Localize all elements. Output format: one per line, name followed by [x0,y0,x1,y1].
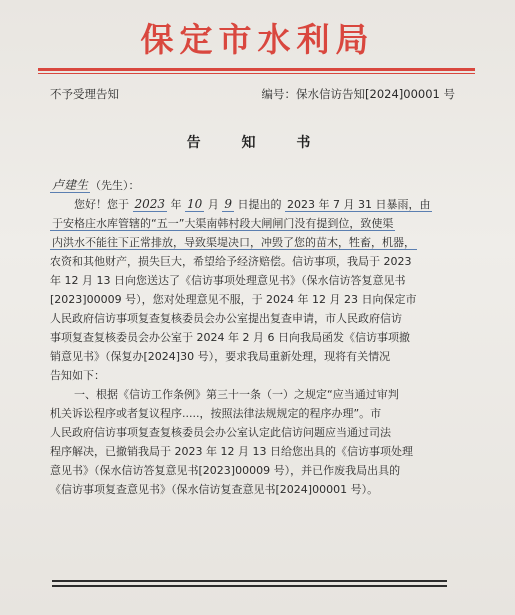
body-text: 日提出的 [233,198,285,211]
body-line: 人民政府信访事项复查复核委员会办公室认定此信访问题应当通过司法 [50,426,391,439]
recipient-suffix: （先生）： [90,179,140,192]
body-line: 人民政府信访事项复查复核委员会办公室提出复查申请，市人民政府信访 [50,312,402,325]
letterhead-red-rule-thick [38,68,475,71]
body-line: 机关诉讼程序或者复议程序.....，按照法律法规规定的程序办理”。市 [50,407,382,420]
body-text: 年 [167,198,186,211]
organization-letterhead: 保定市水利局 [140,20,375,59]
document-type: 不予受理告知 [50,87,119,101]
body-text: 月 [204,198,223,211]
recipient-name: 卢建生 [52,178,89,192]
body-line: 程序解决，已撤销我局于 2023 年 12 月 13 日给您出具的《信访事项处理 [50,445,413,458]
filled-day: 9 [224,197,232,211]
body-line: 《信访事项复查意见书》（保水信访复查意见书[2024]00001 号）。 [50,483,379,496]
body-line: 事项复查复核委员会办公室于 2024 年 2 月 6 日向我局函发《信访事项撤 [50,331,410,344]
body-line: [2023]00009 号），您对处理意见不服，于 2024 年 12 月 23 日向保定市 [50,293,417,306]
body-line: 农资和其他财产，损失巨大，希望给予经济赔偿。信访事项，我局于 2023 [50,255,412,268]
complaint-text: 于安格庄水库管辖的“五一”大渠南韩村段大闸闸门没有提到位，致使渠 [52,217,394,230]
letterhead-red-rule-thin [38,73,475,74]
document-body [50,176,468,499]
filled-year: 2023 [134,197,166,211]
body-line-1 [50,195,468,214]
salutation [50,176,468,195]
document-number: 编号：保水信访告知[2024]00001 号 [261,87,455,101]
body-line: 告知如下： [50,369,105,382]
body-line: 销意见书》（保复办[2024]30 号），要求我局重新处理，现将有关情况 [50,350,391,363]
filled-month: 10 [187,197,203,211]
body-line: 年 12 月 13 日向您送达了《信访事项处理意见书》（保水信访答复意见书 [50,274,406,287]
footer-rule-2 [52,585,447,587]
body-line-section-1: 一、根据《信访工作条例》第三十一条（一）之规定“应当通过审判 [74,388,399,401]
body-line [50,233,468,252]
complaint-text: 内洪水不能往下正常排放，导致渠堤决口，冲毁了您的苗木，牲畜，机器， [52,236,415,249]
body-text: 您好！您于 [74,198,133,211]
body-line [50,214,468,233]
footer-rule-1 [52,580,447,582]
body-line: 意见书》（保水信访答复意见书[2023]00009 号），并已作废我局出具的 [50,464,401,477]
complaint-text: 2023 年 7 月 31 日暴雨，由 [286,198,431,211]
document-title: 告 知 书 [186,135,329,151]
